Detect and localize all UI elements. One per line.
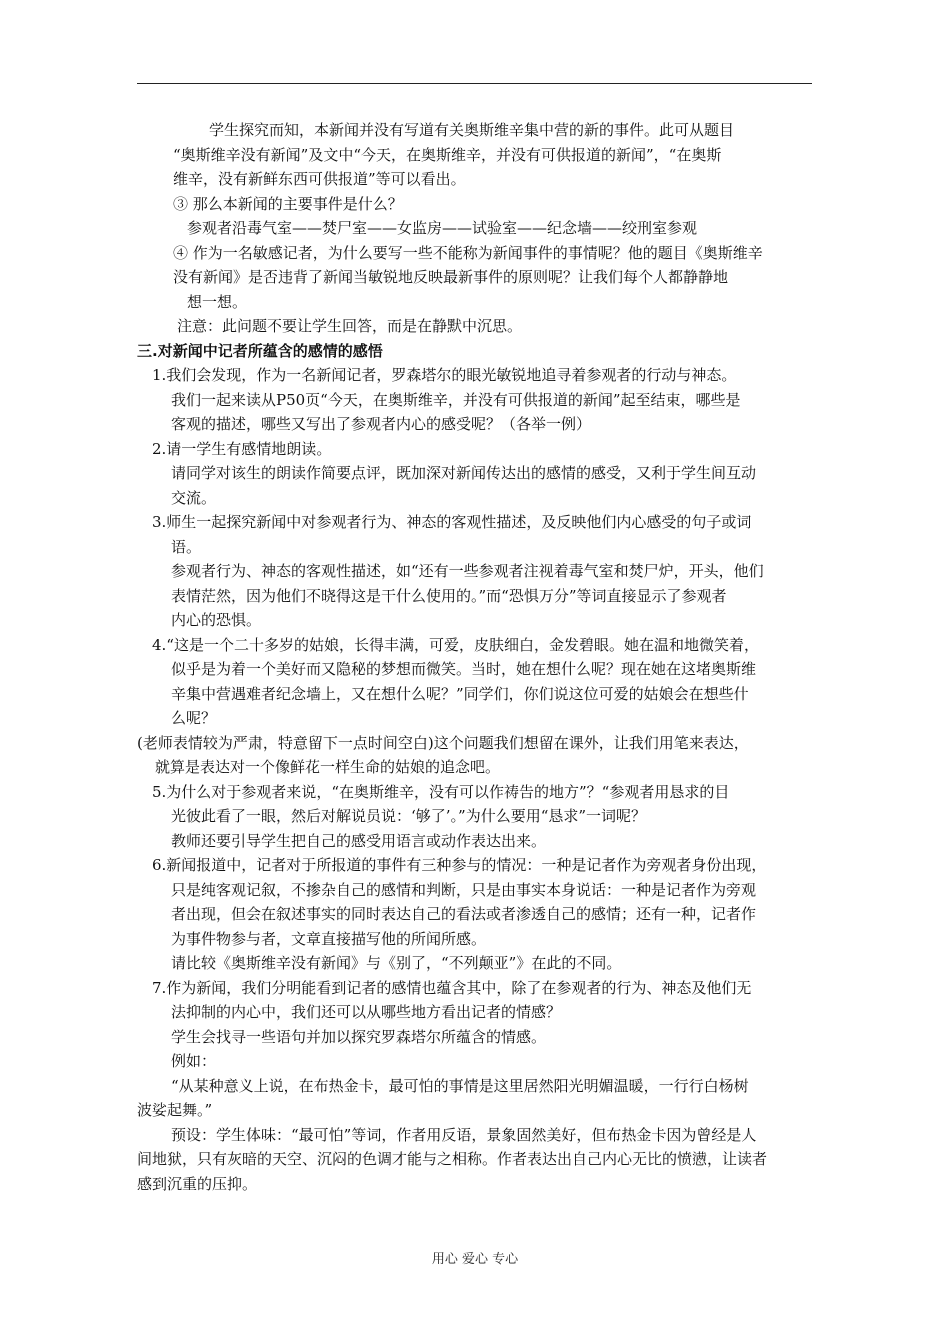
- item-7-line-3: 学生会找寻一些语句并加以探究罗森塔尔所蕴含的情感。: [171, 1027, 547, 1046]
- item-6-line-2: 只是纯客观记叙，不掺杂自己的感情和判断，只是由事实本身说话：一种是记者作为旁观: [171, 880, 757, 899]
- item-4-line-4: 么呢？: [171, 709, 217, 727]
- preset-line-1: 预设：学生体味：“最可怕”等词，作者用反语，景象固然美好，但布热金卡因为曾经是人: [171, 1125, 757, 1144]
- item-4-line-2: 似乎是为着一个美好而又隐秘的梦想而微笑。当时，她在想什么呢？现在她在这堵奥斯维: [171, 660, 757, 678]
- item-7-line-4: 例如：: [171, 1052, 217, 1070]
- teacher-note-line-1: (老师表情较为严肃，特意留下一点时间空白)这个问题我们想留在课外，让我们用笔来表达，: [137, 733, 749, 752]
- document-body: [137, 118, 817, 1196]
- item-4-line-1: 4.“这是一个二十多岁的姑娘，长得丰满，可爱，皮肤细白，金发碧眼。她在温和地微笑着，: [152, 635, 759, 654]
- quote-line-1: “从某种意义上说，在布热金卡，最可怕的事情是这里居然阳光明媚温暖，一行行白杨树: [171, 1076, 749, 1095]
- item-1-line-1: 1.我们会发现，作为一名新闻记者，罗森塔尔的眼光敏锐地追寻着参观者的行动与神态。: [152, 366, 737, 384]
- question-3: ③ 那么本新闻的主要事件是什么？: [173, 194, 403, 213]
- item-3-line-1: 3.师生一起探究新闻中对参观者行为、神态的客观性描述，及反映他们内心感受的句子或词: [152, 513, 752, 531]
- item-1-line-3: 客观的描述，哪些又写出了参观者内心的感受呢？（各举一例）: [171, 415, 592, 433]
- preset-line-2: 间地狱，只有灰暗的天空、沉闷的色调才能与之相称。作者表达出自己内心无比的愤懑，让读者: [137, 1150, 768, 1168]
- item-2-line-2: 请同学对该生的朗读作简要点评，既加深对新闻传达出的感情的感受，又利于学生间互动: [171, 464, 757, 482]
- item-5-line-2: 光彼此看了一眼，然后对解说员说：‘够了’。”为什么要用“恳求”一词呢？: [171, 807, 647, 825]
- item-2-line-1: 2.请一学生有感情地朗读。: [152, 439, 332, 458]
- teacher-note-line-2: 就算是表达对一个像鲜花一样生命的姑娘的追念吧。: [155, 758, 501, 776]
- page-footer: 用心 爱心 专心: [431, 1252, 519, 1267]
- section-3-title: 三.对新闻中记者所蕴含的感情的感悟: [137, 341, 383, 360]
- item-3-line-4: 表情茫然，因为他们不晓得这是干什么使用的。”而“恐惧万分”等词直接显示了参观者: [171, 586, 727, 605]
- item-7-line-2: 法抑制的内心中，我们还可以从哪些地方看出记者的情感？: [171, 1003, 562, 1021]
- item-6-line-1: 6.新闻报道中，记者对于所报道的事件有三种参与的情况：一种是记者作为旁观者身份出现，: [152, 856, 767, 874]
- preset-line-3: 感到沉重的压抑。: [137, 1174, 258, 1193]
- question-4-line-3: 想一想。: [187, 292, 248, 311]
- teacher-note-silence: 注意：此问题不要让学生回答，而是在静默中沉思。: [177, 317, 523, 335]
- header-rule: [137, 83, 812, 84]
- item-4-line-3: 辛集中营遇难者纪念墙上，又在想什么呢？”同学们，你们说这位可爱的姑娘会在想些什: [171, 684, 749, 703]
- item-6-line-5: 请比较《奥斯维辛没有新闻》与《别了，“不列颠亚”》在此的不同。: [171, 954, 622, 972]
- intro-line-3: 维辛，没有新鲜东西可供报道”等可以看出。: [173, 170, 466, 188]
- question-3-answer: 参观者沿毒气室——焚尸室——女监房——试验室——纪念墙——绞刑室参观: [187, 219, 698, 237]
- item-3-line-5: 内心的恐惧。: [171, 611, 262, 629]
- item-3-line-3: 参观者行为、神态的客观性描述，如“还有一些参观者注视着毒气室和焚尸炉，开头，他们: [171, 562, 764, 580]
- item-2-line-3: 交流。: [171, 488, 217, 507]
- intro-line-2: “奥斯维辛没有新闻”及文中“今天，在奥斯维辛，并没有可供报道的新闻”，“在奥斯: [173, 145, 722, 164]
- item-6-line-4: 为事件物参与者，文章直接描写他的所闻所感。: [171, 929, 487, 948]
- question-4-line-2: 没有新闻》是否违背了新闻当敏锐地反映最新事件的原则呢？让我们每个人都静静地: [173, 268, 729, 286]
- item-1-line-2: 我们一起来读从P50页“今天，在奥斯维辛，并没有可供报道的新闻”起至结束，哪些是: [171, 390, 741, 409]
- item-3-line-2: 语。: [171, 537, 202, 556]
- item-7-line-1: 7.作为新闻，我们分明能看到记者的感情也蕴含其中，除了在参观者的行为、神态及他们无: [152, 978, 752, 997]
- question-4-line-1: ④ 作为一名敏感记者，为什么要写一些不能称为新闻事件的事情呢？他的题目《奥斯维辛: [173, 243, 763, 262]
- item-5-line-3: 教师还要引导学生把自己的感受用语言或动作表达出来。: [171, 831, 547, 850]
- quote-line-2: 波娑起舞。”: [137, 1101, 213, 1119]
- item-6-line-3: 者出现，但会在叙述事实的同时表达自己的看法或者渗透自己的感情；还有一种，记者作: [171, 905, 757, 923]
- item-5-line-1: 5.为什么对于参观者来说，“在奥斯维辛，没有可以作祷告的地方”？“参观者用恳求的目: [152, 782, 730, 801]
- intro-line-1: 学生探究而知，本新闻并没有写道有关奥斯维辛集中营的新的事件。此可从题目: [209, 121, 735, 139]
